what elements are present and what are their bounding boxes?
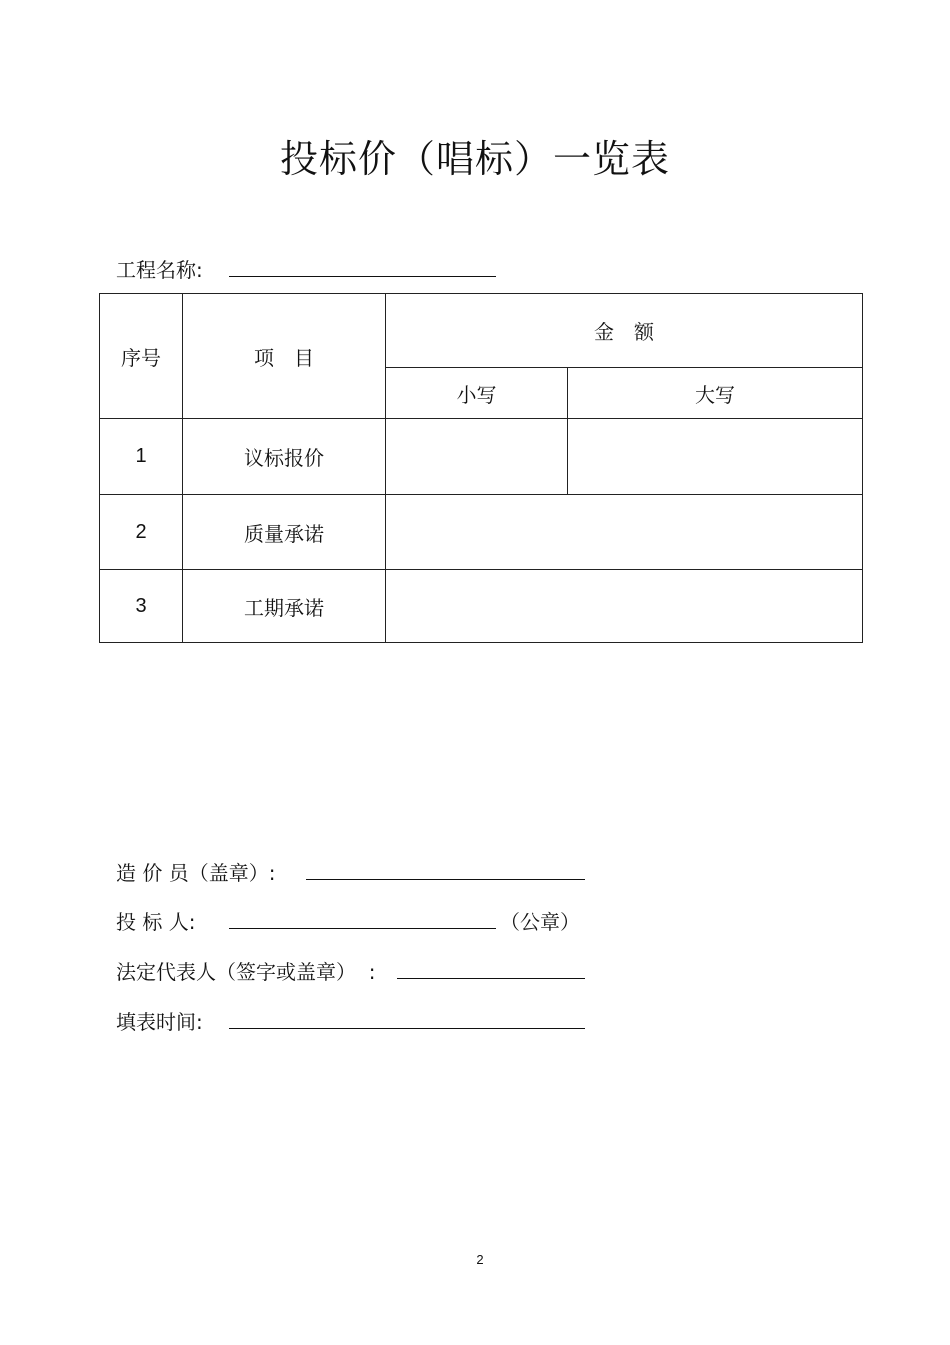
cost-engineer-field[interactable] — [306, 879, 585, 880]
row-seq: 1 — [100, 419, 183, 495]
table-row — [100, 570, 863, 643]
header-item: 项 目 — [183, 294, 386, 419]
page-number: 2 — [476, 1252, 484, 1267]
fill-date-label: 填表时间: — [116, 1010, 203, 1034]
row-item: 工期承诺 — [183, 570, 386, 643]
bidder-seal-note: （公章） — [500, 910, 580, 934]
header-lower-case: 小写 — [386, 368, 568, 419]
bid-price-table — [99, 293, 863, 643]
row-upper-amount-cell[interactable] — [568, 419, 863, 495]
header-amount: 金 额 — [386, 294, 863, 368]
legal-representative-label: 法定代表人（签字或盖章） : — [116, 960, 376, 984]
project-name-label: 工程名称: — [116, 258, 203, 282]
row-lower-amount-cell[interactable] — [386, 419, 568, 495]
row-value-cell[interactable] — [386, 570, 863, 643]
legal-representative-field[interactable] — [397, 978, 585, 979]
project-name-field[interactable] — [229, 276, 496, 277]
row-seq: 3 — [100, 570, 183, 643]
fill-date-field[interactable] — [229, 1028, 585, 1029]
row-seq: 2 — [100, 495, 183, 570]
row-item: 质量承诺 — [183, 495, 386, 570]
bidder-field[interactable] — [229, 928, 496, 929]
header-seq: 序号 — [100, 294, 183, 419]
table-row — [100, 419, 863, 495]
header-upper-case: 大写 — [568, 368, 863, 419]
bidder-label: 投 标 人: — [116, 910, 196, 934]
table-row — [100, 495, 863, 570]
table-header-row — [100, 294, 863, 368]
row-item: 议标报价 — [183, 419, 386, 495]
page-title: 投标价（唱标）一览表 — [279, 137, 670, 181]
row-value-cell[interactable] — [386, 495, 863, 570]
cost-engineer-label: 造 价 员（盖章）: — [116, 861, 276, 885]
